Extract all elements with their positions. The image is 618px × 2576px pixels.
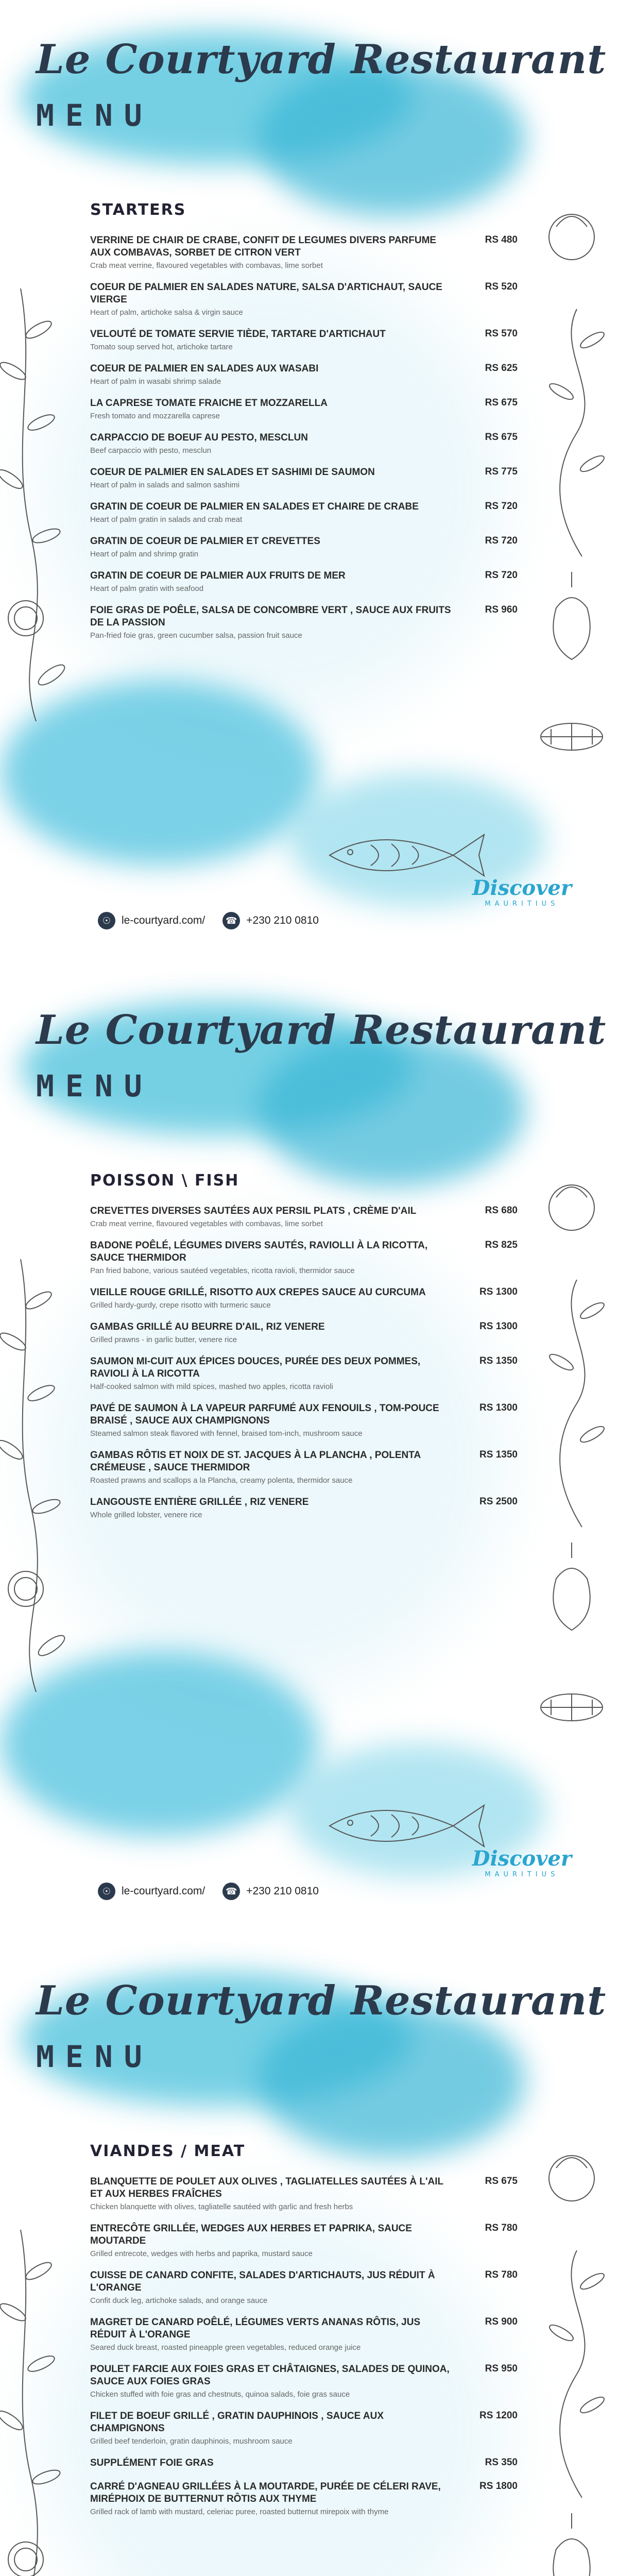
discover-mauritius-logo: [472, 1846, 572, 1878]
menu-heading: MENU: [36, 98, 153, 133]
menu-item: [90, 2316, 518, 2352]
menu-item: [90, 1449, 518, 1485]
dish-name: VELOUTÉ DE TOMATE SERVIE TIÈDE, TARTARE D'ARTICHAUT: [90, 329, 386, 340]
dish-price: RS 680: [485, 1205, 518, 1216]
menu-item: [90, 501, 518, 524]
dish-name: COEUR DE PALMIER EN SALADES ET SASHIMI DE SAUMON: [90, 467, 375, 478]
dish-name: BADONE POÊLÉ, LÉGUMES DIVERS SAUTÉS, RAVIOLLI À LA RICOTTA, SAUCE THERMIDOR: [90, 1240, 428, 1263]
watercolor-splash: [258, 1032, 525, 1187]
menu-heading: MENU: [36, 2039, 153, 2074]
dish-name: FOIE GRAS DE POÊLE, SALSA DE CONCOMBRE VERT , SAUCE AUX FRUITS DE LA PASSION: [90, 605, 451, 628]
menu-item: [90, 1496, 518, 1519]
menu-page: [0, 1941, 618, 2576]
dish-price: RS 775: [485, 466, 518, 477]
dish-description: Heart of palm in wasabi shrimp salade: [90, 377, 221, 386]
dish-description: Beef carpaccio with pesto, mesclun: [90, 446, 212, 455]
menu-content: [90, 1172, 518, 1531]
dish-name: POULET FARCIE AUX FOIES GRAS ET CHÂTAIGNES, SALADES DE QUINOA, SAUCE AUX FOIES GRAS: [90, 2364, 450, 2387]
dish-price: RS 950: [485, 2363, 518, 2374]
discover-mauritius-logo: [472, 876, 572, 908]
dish-price: RS 720: [485, 501, 518, 512]
menu-item: [90, 466, 518, 489]
dish-name: CARRÉ D'AGNEAU GRILLÉES À LA MOUTARDE, PURÉE DE CÉLERI RAVE, MIRÉPHOIX DE BUTTERNUT RÔTIS AUX THYME: [90, 2481, 441, 2504]
dish-price: RS 1300: [479, 1321, 518, 1332]
dish-name: SAUMON MI-CUIT AUX ÉPICES DOUCES, PURÉE DES DEUX POMMES, RAVIOLI À LA RICOTTA: [90, 1356, 421, 1379]
menu-item: [90, 328, 518, 351]
dish-price: RS 720: [485, 535, 518, 546]
dish-name: LA CAPRESE TOMATE FRAICHE ET MOZZARELLA: [90, 398, 328, 409]
dish-name: GAMBAS RÔTIS ET NOIX DE ST. JACQUES À LA PLANCHA , POLENTA CRÉMEUSE , SAUCE THERMIDOR: [90, 1450, 421, 1473]
dish-description: Heart of palm gratin in salads and crab meat: [90, 515, 243, 524]
dish-price: RS 1350: [479, 1449, 518, 1460]
menu-item: [90, 604, 518, 640]
menu-heading: MENU: [36, 1069, 153, 1104]
menu-item: [90, 1402, 518, 1438]
globe-icon: ☉: [98, 912, 115, 929]
dish-price: RS 520: [485, 281, 518, 292]
menu-item: [90, 2457, 518, 2469]
dish-name: VERRINE DE CHAIR DE CRABE, CONFIT DE LEGUMES DIVERS PARFUME AUX COMBAVAS, SORBET DE CITRON VERT: [90, 235, 437, 258]
website-text: le-courtyard.com/: [122, 1885, 205, 1897]
dish-price: RS 720: [485, 570, 518, 581]
menu-item: [90, 363, 518, 386]
menu-item: [90, 2481, 518, 2516]
menu-item: [90, 2176, 518, 2211]
dish-description: Grilled hardy-gurdy, crepe risotto with turmeric sauce: [90, 1301, 271, 1310]
dish-price: RS 625: [485, 363, 518, 374]
restaurant-name: Le Courtyard Restaurant: [36, 1007, 607, 1054]
dish-description: Steamed salmon steak flavored with fennel, braised tom-inch, mushroom sauce: [90, 1429, 363, 1438]
menu-page: [0, 0, 618, 971]
dish-description: Confit duck leg, artichoke salads, and orange sauce: [90, 2296, 268, 2305]
dish-description: Crab meat verrine, flavoured vegetables with combavas, lime sorbet: [90, 261, 323, 270]
menu-item: [90, 2223, 518, 2258]
menu-item: [90, 1240, 518, 1275]
dish-name: CARPACCIO DE BOEUF AU PESTO, MESCLUN: [90, 432, 308, 443]
herb-illustration-left-icon: [0, 268, 93, 732]
dish-description: Heart of palm and shrimp gratin: [90, 550, 199, 558]
page-footer: [98, 912, 319, 929]
dish-price: RS 2500: [479, 1496, 518, 1507]
dish-name: CUISSE DE CANARD CONFITE, SALADES D'ARTICHAUTS, JUS RÉDUIT À L'ORANGE: [90, 2270, 435, 2293]
menu-item: [90, 432, 518, 455]
dish-description: Chicken blanquette with olives, tagliatelle sautéed with garlic and fresh herbs: [90, 2202, 353, 2211]
dish-description: Half-cooked salmon with mild spices, mashed two apples, ricotta ravioli: [90, 1382, 333, 1391]
discover-logo-subtext: MAURITIUS: [485, 900, 559, 908]
dish-name: CREVETTES DIVERSES SAUTÉES AUX PERSIL PLATS , CRÈME D'AIL: [90, 1206, 417, 1216]
phone-text: +230 210 0810: [246, 914, 319, 926]
dish-price: RS 825: [485, 1240, 518, 1250]
vegetable-illustration-right-icon: [525, 2137, 618, 2576]
dish-price: RS 1200: [479, 2410, 518, 2421]
dish-price: RS 480: [485, 234, 518, 245]
dish-description: Pan fried babone, various sautéed vegetables, ricotta ravioli, thermidor sauce: [90, 1266, 355, 1275]
dish-name: SUPPLÉMENT FOIE GRAS: [90, 2458, 214, 2468]
dish-price: RS 1350: [479, 1355, 518, 1366]
menu-item: [90, 1321, 518, 1344]
menu-content: [90, 2142, 518, 2528]
dish-name: GRATIN DE COEUR DE PALMIER AUX FRUITS DE MER: [90, 570, 346, 581]
page-footer: [98, 1883, 319, 1900]
dish-price: RS 675: [485, 397, 518, 408]
website-text: le-courtyard.com/: [122, 914, 205, 926]
dish-description: Pan-fried foie gras, green cucumber salsa, passion fruit sauce: [90, 631, 302, 640]
discover-logo-text: Discover: [472, 876, 572, 900]
dish-name: GRATIN DE COEUR DE PALMIER EN SALADES ET CHAIRE DE CRABE: [90, 501, 419, 512]
dish-price: RS 900: [485, 2316, 518, 2327]
dish-description: Roasted prawns and scallops a la Plancha, creamy polenta, thermidor sauce: [90, 1476, 353, 1485]
menu-item: [90, 1286, 518, 1310]
category-title: VIANDES / MEAT: [90, 2142, 246, 2160]
menu-item: [90, 281, 518, 317]
phone-text: +230 210 0810: [246, 1885, 319, 1897]
menu-item: [90, 397, 518, 420]
herb-illustration-left-icon: [0, 2209, 93, 2576]
vegetable-illustration-right-icon: [525, 1166, 618, 1810]
dish-description: Chicken stuffed with foie gras and chestnuts, quinoa salads, foie gras sauce: [90, 2390, 350, 2399]
restaurant-name: Le Courtyard Restaurant: [36, 36, 607, 83]
restaurant-name: Le Courtyard Restaurant: [36, 1977, 607, 2024]
dish-price: RS 675: [485, 2176, 518, 2187]
menu-item: [90, 2410, 518, 2446]
website-link[interactable]: [98, 912, 205, 929]
category-title: POISSON \ FISH: [90, 1172, 239, 1190]
dish-description: Tomato soup served hot, artichoke tartare: [90, 343, 233, 351]
phone-link[interactable]: [222, 912, 319, 929]
dish-description: Crab meat verrine, flavoured vegetables with combavas, lime sorbet: [90, 1219, 323, 1228]
globe-icon: ☉: [98, 1883, 115, 1900]
watercolor-splash: [258, 2003, 525, 2158]
menu-item: [90, 535, 518, 558]
phone-link[interactable]: [222, 1883, 319, 1900]
dish-price: RS 780: [485, 2269, 518, 2280]
dish-description: Seared duck breast, roasted pineapple green vegetables, reduced orange juice: [90, 2343, 361, 2352]
phone-icon: ☎: [222, 1883, 240, 1900]
dish-price: RS 960: [485, 604, 518, 615]
dish-description: Grilled entrecote, wedges with herbs and paprika, mustard sauce: [90, 2249, 313, 2258]
menu-item: [90, 1205, 518, 1228]
menu-item: [90, 234, 518, 270]
dish-name: FILET DE BOEUF GRILLÉ , GRATIN DAUPHINOIS , SAUCE AUX CHAMPIGNONS: [90, 2411, 384, 2434]
dish-name: MAGRET DE CANARD POÊLÉ, LÉGUMES VERTS ANANAS RÔTIS, JUS RÉDUIT À L'ORANGE: [90, 2317, 421, 2340]
dish-description: Heart of palm gratin with seafood: [90, 584, 204, 593]
herb-illustration-left-icon: [0, 1239, 93, 1702]
dish-price: RS 780: [485, 2223, 518, 2233]
discover-logo-subtext: MAURITIUS: [485, 1871, 559, 1878]
dish-name: COEUR DE PALMIER EN SALADES AUX WASABI: [90, 363, 319, 374]
dish-description: Heart of palm in salads and salmon sashimi: [90, 481, 240, 489]
watercolor-splash: [258, 62, 525, 216]
dish-name: PAVÉ DE SAUMON À LA VAPEUR PARFUMÉ AUX FENOUILS , TOM-POUCE BRAISÉ , SAUCE AUX CHAMPIGNONS: [90, 1403, 439, 1426]
discover-logo-text: Discover: [472, 1846, 572, 1871]
dish-price: RS 570: [485, 328, 518, 339]
dish-description: Grilled prawns - in garlic butter, venere rice: [90, 1335, 237, 1344]
dish-price: RS 1300: [479, 1402, 518, 1413]
website-link[interactable]: [98, 1883, 205, 1900]
dish-description: Whole grilled lobster, venere rice: [90, 1511, 202, 1519]
dish-name: COEUR DE PALMIER EN SALADES NATURE, SALSA D'ARTICHAUT, SAUCE VIERGE: [90, 282, 442, 305]
category-title: STARTERS: [90, 201, 186, 219]
dish-name: LANGOUSTE ENTIÈRE GRILLÉE , RIZ VENERE: [90, 1497, 309, 1507]
dish-description: Grilled rack of lamb with mustard, celeriac puree, roasted butternut mirepoix with thyme: [90, 2507, 389, 2516]
dish-name: GAMBAS GRILLÉ AU BEURRE D'AIL, RIZ VENERE: [90, 1321, 325, 1332]
dish-price: RS 1800: [479, 2481, 518, 2492]
dish-name: BLANQUETTE DE POULET AUX OLIVES , TAGLIATELLES SAUTÉES À L'AIL ET AUX HERBES FRAÎCHES: [90, 2176, 443, 2199]
menu-item: [90, 1355, 518, 1391]
vegetable-illustration-right-icon: [525, 196, 618, 840]
menu-content: [90, 201, 518, 651]
dish-description: Grilled beef tenderloin, gratin dauphinois, mushroom sauce: [90, 2437, 293, 2446]
phone-icon: ☎: [222, 912, 240, 929]
dish-name: GRATIN DE COEUR DE PALMIER ET CREVETTES: [90, 536, 320, 547]
menu-item: [90, 2363, 518, 2399]
dish-description: Fresh tomato and mozzarella caprese: [90, 412, 220, 420]
dish-name: ENTRECÔTE GRILLÉE, WEDGES AUX HERBES ET PAPRIKA, SAUCE MOUTARDE: [90, 2223, 412, 2246]
menu-page: [0, 971, 618, 1941]
menu-item: [90, 2269, 518, 2305]
dish-name: VIEILLE ROUGE GRILLÉ, RISOTTO AUX CREPES SAUCE AU CURCUMA: [90, 1287, 426, 1298]
menu-item: [90, 570, 518, 593]
dish-description: Heart of palm, artichoke salsa & virgin sauce: [90, 308, 243, 317]
dish-price: RS 350: [485, 2457, 518, 2468]
dish-price: RS 675: [485, 432, 518, 443]
dish-price: RS 1300: [479, 1286, 518, 1297]
